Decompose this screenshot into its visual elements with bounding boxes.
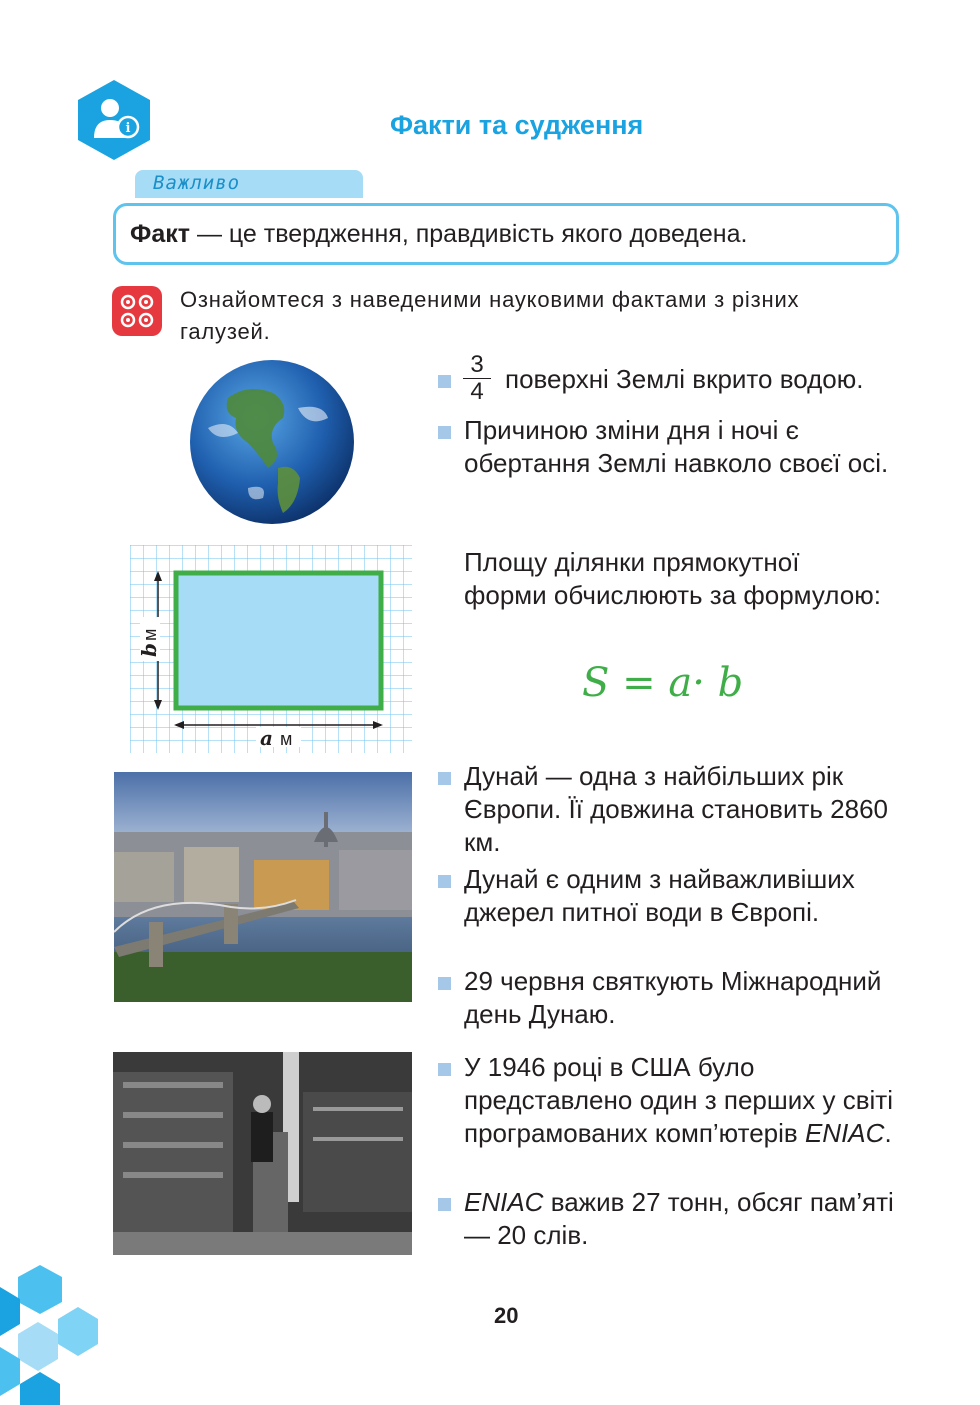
earth-water-fact: поверхні Землі вкрито водою. [505, 364, 864, 394]
important-tab-label: Важливо [153, 172, 241, 194]
bullet-marker [438, 1198, 451, 1211]
decorative-hexagons [0, 1262, 100, 1405]
bullet-marker [438, 772, 451, 785]
eniac-name: ENIAC [804, 1118, 885, 1148]
eniac-photo [113, 1052, 412, 1255]
bullet-marker [438, 375, 451, 388]
definition-term: Факт [130, 220, 190, 248]
eniac-history-fact [464, 1051, 894, 1150]
eniac-name: ENIAC [464, 1187, 544, 1217]
earth-rotation-fact: Причиною зміни дня і ночі є обертання Землі навколо своєї осі. [464, 415, 889, 478]
svg-text:i: i [125, 121, 131, 136]
rectangle-area-diagram [130, 545, 412, 753]
danube-city-photo [114, 772, 412, 1002]
definition-body: — це твердження, правдивість якого доведена. [190, 220, 748, 248]
danube-length-fact: Дунай — одна з найбільших рік Європи. Її довжина становить 2860 км. [464, 761, 888, 857]
page-number: 20 [494, 1303, 519, 1328]
important-tab [135, 170, 363, 198]
eniac-history-end: . [884, 1118, 892, 1148]
task-text: Ознайомтеся з наведеними науковими фактами з різних галузей. [180, 287, 800, 344]
earth-image [188, 358, 356, 526]
area-fact-text: Площу ділянки прямокутної форми обчислюють за формулою: [464, 547, 881, 610]
fraction-three-quarters [463, 352, 491, 405]
definition-box [113, 203, 899, 265]
eniac-history-text: У 1946 році в США було представлено один з перших у світі програмованих комп’ютерів [464, 1052, 893, 1148]
eniac-weight-fact [464, 1186, 894, 1252]
bullet-marker [438, 426, 451, 439]
danube-day-fact: 29 червня святкують Міжнародний день Дунаю. [464, 966, 882, 1029]
area-formula: S = a· b [582, 660, 744, 706]
danube-water-fact: Дунай є одним з найважливіших джерел питної води в Європі. [464, 864, 855, 927]
side-b-unit: м [140, 628, 160, 641]
bullet-marker [438, 1063, 451, 1076]
page-title: Факти та судження [390, 110, 644, 140]
side-a-label: a [260, 726, 273, 750]
eniac-weight-text: важив 27 тонн, обсяг пам’яті — 20 слів. [464, 1187, 894, 1250]
fraction-denominator: 4 [470, 378, 484, 405]
fraction-numerator: 3 [463, 352, 491, 379]
bullet-marker [438, 875, 451, 888]
definition-text [130, 220, 747, 249]
info-person-icon [78, 80, 150, 160]
bullet-marker [438, 977, 451, 990]
side-b-label: b [137, 643, 161, 657]
side-a-unit: м [280, 729, 293, 749]
puzzle-task-icon [112, 286, 162, 336]
